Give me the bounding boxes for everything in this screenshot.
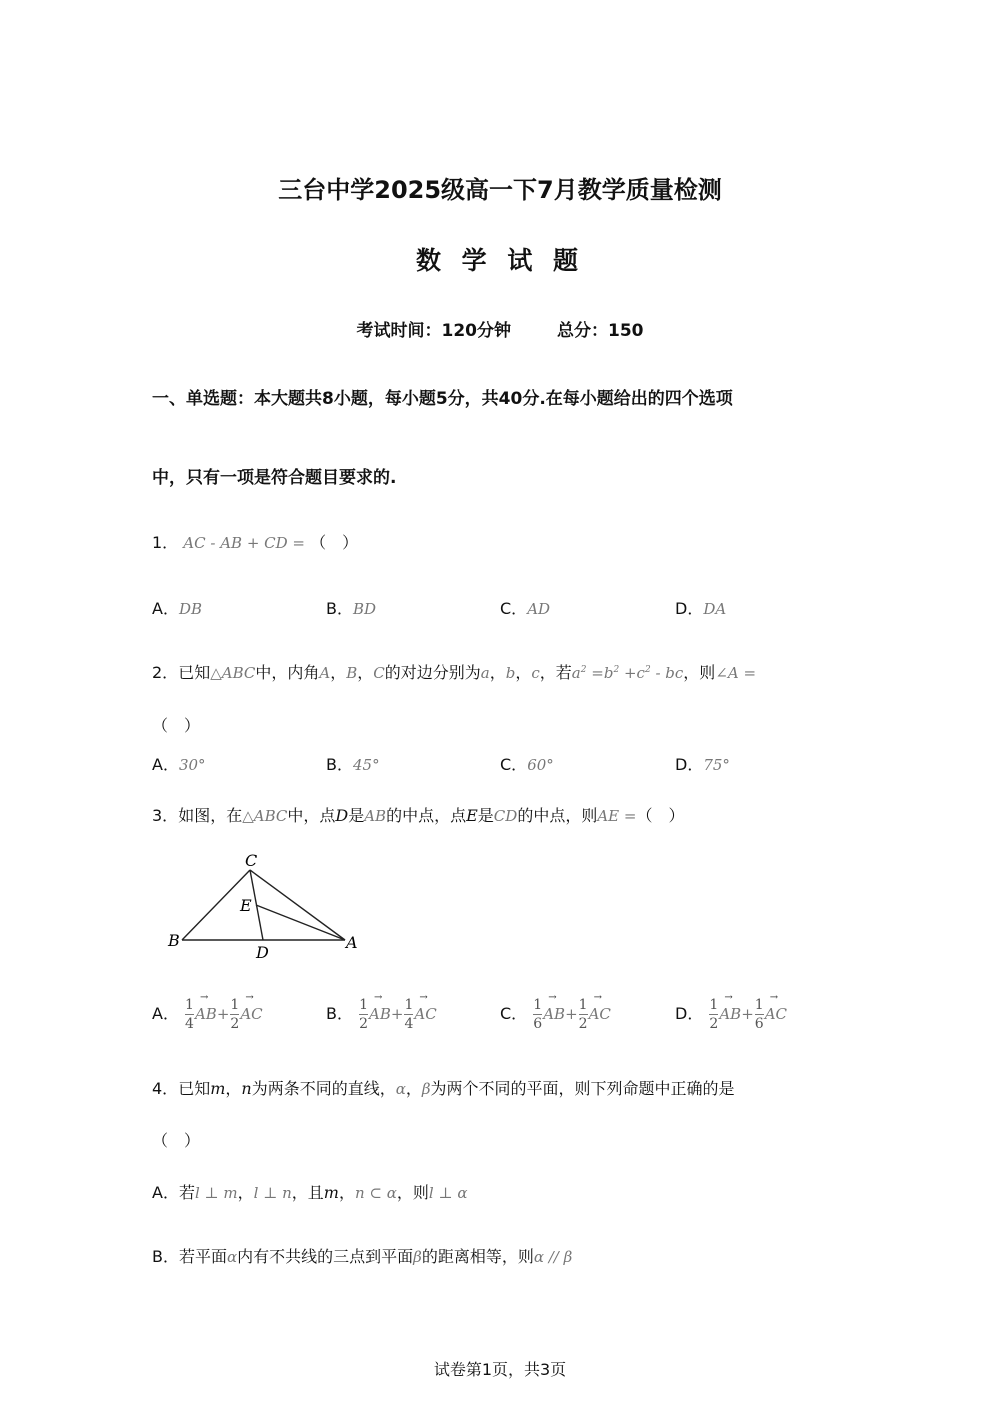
q-text: ，且 — [291, 1183, 324, 1202]
q-text: ，则 — [683, 663, 716, 682]
option-label: B． — [326, 599, 353, 618]
option-label: A． — [152, 755, 179, 774]
question-number: 4． — [152, 1079, 179, 1098]
label-b: B — [168, 931, 180, 950]
q2-option-b — [326, 752, 380, 775]
question-number: 3． — [152, 806, 179, 825]
fraction: $\frac{1}{4}$ — [185, 997, 194, 1032]
q-text: ，若 — [539, 663, 572, 682]
q3-option-d — [675, 996, 787, 1033]
math-var: β — [421, 1080, 431, 1098]
q-text: 是 — [477, 806, 494, 825]
q-text: ，则 — [396, 1183, 429, 1202]
option-label: D． — [675, 755, 704, 774]
vector-ac: → AC — [240, 1005, 262, 1023]
plus: + — [565, 1005, 578, 1023]
q4-answer-paren: （ ） — [152, 1131, 201, 1150]
option-label: A． — [152, 1004, 179, 1023]
math-triangle: △ABC — [210, 664, 256, 682]
question-number: 1． — [152, 533, 179, 552]
fraction: $\frac{1}{2}$ — [230, 997, 240, 1032]
fraction: $\frac{1}{6}$ — [533, 997, 543, 1032]
exam-title: 三台中学2025级高一下7月教学质量检测 — [278, 176, 722, 204]
math-var: b — [505, 664, 516, 682]
option-value: 75° — [703, 756, 730, 774]
q-text: 已知 — [178, 1079, 211, 1098]
option-label: C． — [500, 1004, 528, 1023]
math-condition: l ⊥ α — [428, 1184, 468, 1202]
plus: + — [390, 1005, 404, 1023]
question-1 — [152, 530, 358, 553]
math-var: a — [480, 664, 490, 682]
q-text: 的中点，点 — [386, 806, 467, 825]
exam-info — [0, 316, 1000, 341]
option-label: B． — [326, 1004, 353, 1023]
vector-ac: → AC — [765, 1005, 787, 1023]
segment-ea — [256, 905, 345, 940]
question-4: 4．已知m，n为两条不同的直线，α，β为两个不同的平面，则下列命题中正确的是 — [152, 1079, 735, 1098]
q-text: 为两个不同的平面，则下列命题中正确的是 — [430, 1079, 735, 1098]
vector-ac: → AC — [414, 1005, 436, 1023]
page-footer: 试卷第1页，共3页 — [433, 1360, 567, 1379]
option-label: B． — [152, 1247, 179, 1266]
q-text: 是 — [348, 806, 365, 825]
math-condition: α // β — [533, 1248, 573, 1266]
vector-ab: → AB — [369, 1005, 391, 1023]
fraction: $\frac{1}{2}$ — [578, 997, 588, 1032]
math-var: C — [373, 664, 385, 682]
q3-option-a — [152, 996, 263, 1033]
math-vector: AE = — [597, 807, 637, 825]
math-var: B — [346, 664, 358, 682]
option-value: AD — [527, 600, 551, 618]
q2-option-d — [675, 752, 730, 775]
q-text: 中，内角 — [255, 663, 320, 682]
option-label: D． — [675, 1004, 704, 1023]
fraction: $\frac{1}{4}$ — [404, 997, 414, 1032]
q-text: 的对边分别为 — [384, 663, 481, 682]
label-a: A — [346, 933, 358, 952]
math-condition: l ⊥ m — [194, 1184, 238, 1202]
math-condition: n ⊂ α — [354, 1184, 397, 1202]
q-text: 的中点，则 — [517, 806, 598, 825]
exam-total-score: 总分：150 — [557, 321, 644, 341]
option-label: C． — [500, 755, 528, 774]
option-value: DB — [178, 600, 203, 618]
fraction: $\frac{1}{2}$ — [709, 997, 719, 1032]
q4-option-b — [152, 1244, 572, 1267]
q-text: 为两条不同的直线， — [251, 1079, 396, 1098]
math-equation: $a^2 =b^2 +c^2$ - bc — [571, 664, 684, 682]
option-label: C． — [500, 599, 528, 618]
option-value: 30° — [178, 756, 206, 774]
option-value: 60° — [527, 756, 554, 774]
label-c: C — [245, 851, 258, 870]
q3-option-b — [326, 996, 437, 1033]
option-value: BD — [352, 600, 377, 618]
question-3 — [152, 803, 684, 826]
math-var: E — [466, 806, 478, 825]
label-e: E — [240, 896, 252, 915]
math-var: n — [241, 1079, 252, 1098]
q-text: 如图，在 — [178, 806, 243, 825]
math-var: A — [319, 664, 331, 682]
option-value: DA — [703, 600, 727, 618]
question-number: 2． — [152, 663, 179, 682]
side-ca — [250, 870, 345, 940]
math-segment: AB — [364, 807, 387, 825]
vector-ab: → AB — [543, 1005, 565, 1023]
math-segment: CD — [493, 807, 518, 825]
triangle-figure — [160, 848, 370, 963]
option-label: A． — [152, 599, 179, 618]
math-var: α — [395, 1080, 406, 1098]
q1-option-b — [326, 596, 376, 619]
q4-option-a: A．若l ⊥ m，l ⊥ n，且m，n ⊂ α，则l ⊥ α — [152, 1183, 468, 1202]
q-text: 的距离相等，则 — [421, 1247, 534, 1266]
fraction: $\frac{1}{6}$ — [754, 997, 764, 1032]
option-label: A． — [152, 1183, 179, 1202]
q-text: 若 — [178, 1183, 195, 1202]
math-var: m — [323, 1183, 339, 1202]
exam-time: 考试时间：120分钟 — [356, 321, 511, 341]
option-value: 45° — [352, 756, 380, 774]
vector-ac: → AC — [589, 1005, 611, 1023]
question-2: 2．已知△ABC中，内角A，B，C的对边分别为a，b，c，若$a^2 =b^2 +c^2$ - bc，则∠A = — [152, 663, 757, 682]
q1-option-c — [500, 596, 550, 619]
math-var: c — [531, 664, 540, 682]
q3-option-c — [500, 996, 611, 1033]
math-var: D — [335, 806, 349, 825]
section-heading-line2: 中，只有一项是符合题目要求的. — [152, 468, 397, 488]
math-triangle: △ABC — [242, 807, 288, 825]
q1-option-d — [675, 596, 726, 619]
q1-option-a — [152, 596, 202, 619]
plus: + — [741, 1005, 754, 1023]
subject-title: 数 学 试 题 — [415, 246, 585, 275]
math-var: β — [413, 1248, 422, 1266]
plus: + — [216, 1005, 230, 1023]
math-angle: ∠A = — [715, 664, 757, 682]
q2-answer-paren: （ ） — [152, 716, 201, 735]
q2-option-a — [152, 752, 206, 775]
section-heading-line1: 一、单选题：本大题共8小题，每小题5分，共40分.在每小题给出的四个选项 — [152, 389, 733, 409]
fraction: $\frac{1}{2}$ — [359, 997, 368, 1032]
option-label: D． — [675, 599, 704, 618]
q-text: 内有不共线的三点到平面 — [237, 1247, 414, 1266]
label-d: D — [256, 943, 269, 962]
question-expression: AC - AB + CD = — [183, 534, 305, 552]
math-condition: l ⊥ n — [253, 1184, 292, 1202]
vector-ab: → AB — [195, 1005, 217, 1023]
option-label: B． — [326, 755, 353, 774]
answer-paren: （ ） — [636, 806, 685, 825]
answer-paren: （ ） — [310, 533, 359, 552]
math-var: m — [210, 1079, 226, 1098]
q-text: 中，点 — [287, 806, 336, 825]
vector-ab: → AB — [719, 1005, 741, 1023]
q-text: 若平面 — [178, 1247, 227, 1266]
q-text: 已知 — [178, 663, 211, 682]
math-var: α — [227, 1248, 238, 1266]
q2-option-c — [500, 752, 554, 775]
